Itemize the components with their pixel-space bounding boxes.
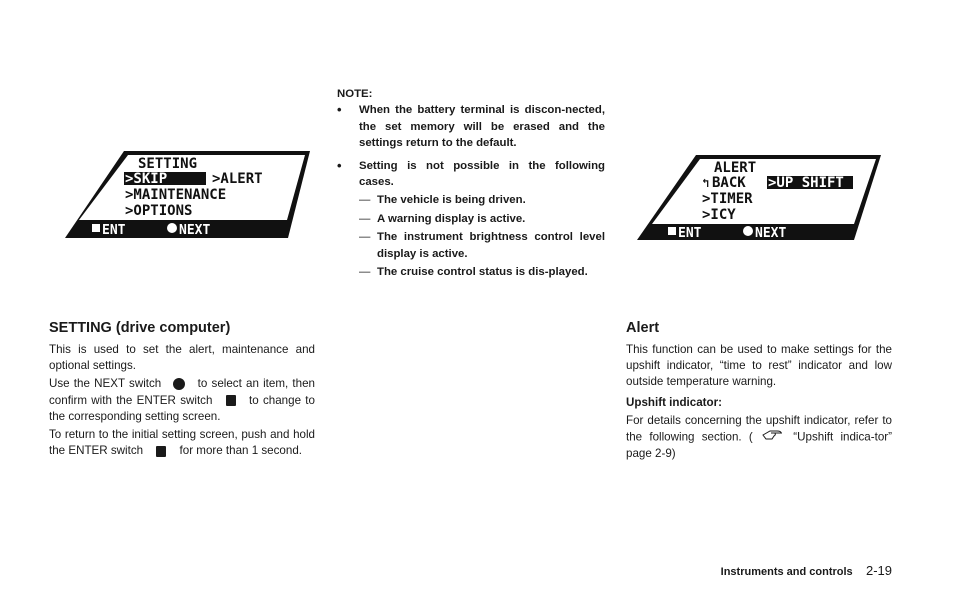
enter-switch-icon <box>156 446 166 457</box>
display-item: >TIMER <box>702 191 753 207</box>
footer-section-title: Instruments and controls <box>720 566 853 578</box>
paragraph-text: To return to the initial setting screen, push and hold the ENTER switch <box>49 428 315 458</box>
paragraph-text: Use the NEXT switch <box>49 377 162 391</box>
note-dash-item: — The instrument brightness control level display is active. <box>337 229 605 262</box>
paragraph-text: For details concerning the upshift indicator, refer to the following section. ( <box>626 413 892 444</box>
paragraph-text: “Upshift indica-tor” page 2-9) <box>626 430 892 461</box>
enter-switch-icon <box>668 227 676 235</box>
subheading: Upshift indicator: <box>626 395 722 409</box>
paragraph: This function can be used to make settings for the upshift indicator, “time to rest” indicator and low outside temperature warning. <box>626 343 892 389</box>
paragraph <box>49 376 315 425</box>
back-arrow-icon: ↰ <box>702 176 710 190</box>
display-footer-enter: ENT <box>678 226 702 241</box>
reference-hand-icon <box>762 429 784 446</box>
next-switch-icon <box>167 223 177 233</box>
paragraph-text: to select an item, then confirm with the ENTER switch <box>49 377 315 407</box>
display-footer-next: NEXT <box>179 223 211 238</box>
display-title: SETTING <box>138 156 198 172</box>
paragraph <box>49 427 315 459</box>
display-footer-next: NEXT <box>755 226 787 241</box>
next-switch-icon <box>743 226 753 236</box>
left-column <box>49 320 315 459</box>
paragraph-text: for more than 1 second. <box>179 444 302 458</box>
display-title: ALERT <box>714 160 757 176</box>
paragraph-text: to change to the corresponding setting screen. <box>49 393 315 423</box>
section-heading: Alert <box>626 320 660 336</box>
note-dash-item: — The vehicle is being driven. <box>337 192 605 208</box>
note-dash-item: — A warning display is active. <box>337 211 605 227</box>
right-column <box>626 320 892 462</box>
note-block <box>337 86 605 280</box>
setting-display-illustration <box>62 148 314 240</box>
display-selected-item: >SKIP <box>125 171 168 187</box>
enter-switch-icon <box>226 395 236 406</box>
paragraph <box>626 413 892 463</box>
paragraph: This is used to set the alert, maintenance and optional settings. <box>49 343 315 373</box>
display-item: BACK <box>712 175 746 191</box>
display-footer-enter: ENT <box>102 223 126 238</box>
next-switch-icon <box>173 378 185 390</box>
section-heading: SETTING (drive computer) <box>49 320 231 336</box>
display-item: >OPTIONS <box>125 203 193 219</box>
enter-switch-icon <box>92 224 100 232</box>
note-bullet: • When the battery terminal is discon-nected, the set memory will be erased and the settings return to the default. <box>337 102 605 151</box>
display-selected-item: >UP SHIFT <box>768 175 844 191</box>
alert-display-illustration <box>634 152 884 244</box>
page-footer <box>560 563 892 578</box>
page-number: 2-19 <box>865 563 892 578</box>
note-bullet: • Setting is not possible in the following cases. <box>337 158 605 191</box>
note-heading: NOTE: <box>337 88 373 100</box>
display-item: >ICY <box>702 207 736 223</box>
display-item: >ALERT <box>212 171 263 187</box>
display-item: >MAINTENANCE <box>125 187 227 203</box>
note-dash-item: — The cruise control status is dis-played. <box>337 264 605 280</box>
